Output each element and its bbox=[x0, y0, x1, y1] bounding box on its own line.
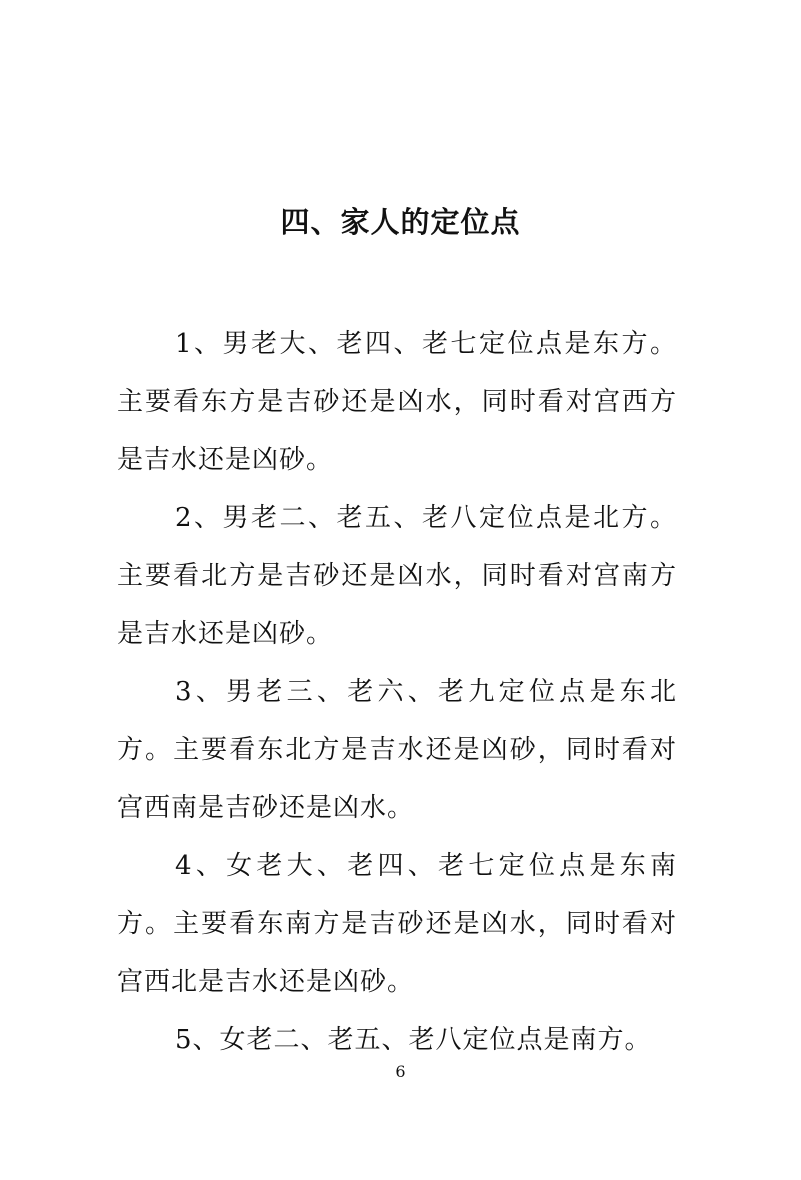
paragraph-1: 1、男老大、老四、老七定位点是东方。主要看东方是吉砂还是凶水，同时看对宫西方是吉水还是凶砂。 bbox=[117, 329, 677, 475]
paragraph-5: 5、女老二、老五、老八定位点是南方。 bbox=[175, 1025, 652, 1055]
section-title: 四、家人的定位点 bbox=[280, 205, 521, 239]
paragraph-4: 4、女老大、老四、老七定位点是东南方。主要看东南方是吉砂还是凶水，同时看对宫西北是吉水还是凶砂。 bbox=[117, 851, 677, 997]
paragraph-3: 3、男老三、老六、老九定位点是东北方。主要看东北方是吉水还是凶砂，同时看对宫西南是吉砂还是凶水。 bbox=[117, 677, 677, 823]
page-number: 6 bbox=[395, 1062, 406, 1081]
document-body bbox=[117, 315, 677, 1069]
paragraph-2: 2、男老二、老五、老八定位点是北方。主要看北方是吉砂还是凶水，同时看对宫南方是吉水还是凶砂。 bbox=[117, 503, 677, 649]
